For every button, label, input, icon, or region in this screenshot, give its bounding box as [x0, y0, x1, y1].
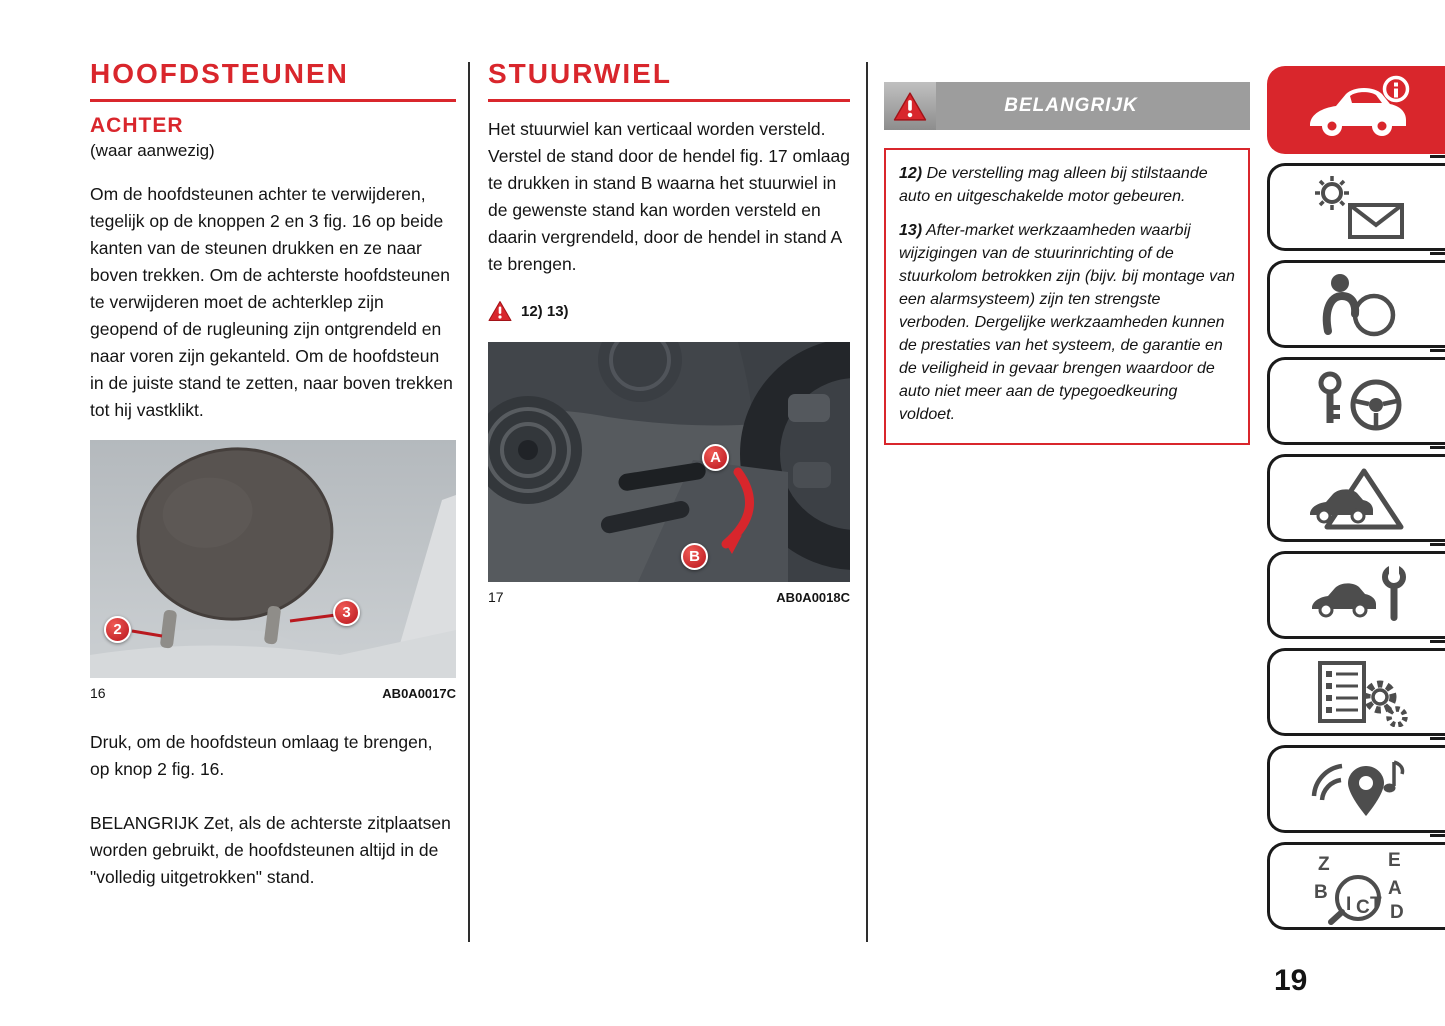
paragraph: BELANGRIJK Zet, als de achterste zitplaatsen worden gebruikt, de hoofdsteunen altijd in de "volledig uitgetrokken" stand. [90, 813, 451, 887]
warning-note-numbers: 12) 13) [521, 302, 569, 320]
note-number: 13) [899, 222, 923, 239]
warning-triangle-icon [488, 300, 512, 322]
figure-number: 16 [90, 685, 106, 701]
important-notes-box [884, 148, 1250, 445]
section-tab-sidebar [1267, 66, 1445, 946]
figure-callout-3: 3 [333, 599, 360, 626]
figure-16-caption [90, 685, 456, 701]
important-column [884, 82, 1250, 445]
important-header-title: BELANGRIJK [1004, 95, 1138, 116]
page-edge-tick [1430, 349, 1445, 352]
sidebar-tab-vehicle-info[interactable] [1267, 66, 1445, 154]
svg-text:C: C [1355, 897, 1370, 918]
airbag-safety-icon [1310, 269, 1406, 339]
svg-text:I: I [1345, 894, 1351, 915]
svg-text:Z: Z [1317, 854, 1330, 875]
figure-code: AB0A0017C [382, 686, 456, 701]
paragraph: Om de hoofdsteunen achter te verwijderen, tegelijk op de knoppen 2 en 3 fig. 16 op beide kanten van de steunen drukken en ze naar boven trekken. Om de achterste hoofdsteunen te verwijderen moet de achterklep zijn geopend of de rugleuning zijn ontgrendeld en naar voren zijn gekanteld. Om de hoofdsteun in de juiste stand te zetten, naar boven trekken tot hij vastklikt. [90, 184, 453, 420]
svg-text:D: D [1389, 902, 1404, 923]
figure-number: 17 [488, 589, 504, 605]
note-text: After-market werkzaamheden waarbij wijzigingen van de stuurinrichting of de stuurkolom betrokken zijn (bijv. bij montage van een alarmsysteem) zijn ten strengste verboden. Dergelijke werkzaamheden kunnen de prestaties van het systeem, de garantie en de veiligheid in gevaar brengen waardoor de auto niet meer aan de typegoedkeuring voldoet. [899, 222, 1235, 423]
document-gears-icon [1308, 657, 1408, 727]
figure-callout-2: 2 [104, 616, 131, 643]
steering-column-photo [488, 342, 850, 582]
page-edge-tick [1430, 446, 1445, 449]
warning-triangle-car-icon [1308, 463, 1408, 533]
car-info-icon [1306, 74, 1410, 146]
page-edge-tick [1430, 640, 1445, 643]
page-edge-tick [1430, 737, 1445, 740]
svg-text:B: B [1313, 882, 1328, 903]
svg-text:A: A [1387, 878, 1402, 899]
navigation-audio-icon [1308, 754, 1408, 824]
figure-callout-a: A [702, 444, 729, 471]
svg-text:E: E [1387, 850, 1401, 871]
sidebar-tab-starting-driving[interactable] [1267, 357, 1445, 445]
section-title-hoofdsteunen: HOOFDSTEUNEN [90, 58, 456, 102]
page-edge-tick [1430, 834, 1445, 837]
section-title-stuurwiel: STUURWIEL [488, 58, 850, 102]
sidebar-tab-multimedia[interactable] [1267, 745, 1445, 833]
sidebar-tab-safety[interactable] [1267, 260, 1445, 348]
sidebar-tab-index[interactable] [1267, 842, 1445, 930]
sidebar-tab-technical-data[interactable] [1267, 648, 1445, 736]
figure-code: AB0A0018C [776, 590, 850, 605]
page-edge-tick [1430, 543, 1445, 546]
alphabetical-index-icon [1308, 846, 1408, 926]
figure-17-caption [488, 589, 850, 605]
lights-messages-icon [1308, 173, 1408, 241]
svg-text:T: T [1369, 894, 1382, 915]
warning-triangle-icon [893, 91, 927, 122]
car-wrench-icon [1310, 561, 1406, 629]
subsection-title-achter: ACHTER [90, 114, 184, 137]
note-number: 12) [899, 165, 923, 182]
column-divider [866, 62, 868, 942]
paragraph: Verstel de stand door de hendel fig. 17 omlaag te drukken in stand B waarna het stuurwiel in de gewenste stand kan worden versteld en daarin vergrendeld, door de hendel in stand A te brengen. [488, 146, 850, 274]
figure-16-image [90, 440, 456, 678]
warning-reference-line [488, 300, 850, 322]
middle-column [488, 58, 850, 605]
page-edge-tick [1430, 252, 1445, 255]
sidebar-tab-servicing[interactable] [1267, 551, 1445, 639]
availability-note: (waar aanwezig) [90, 141, 215, 160]
important-header [884, 82, 1250, 130]
column-divider [468, 62, 470, 942]
warning-icon-box [884, 82, 936, 130]
important-note-12 [899, 162, 1235, 208]
sidebar-tab-dashboard-lights[interactable] [1267, 163, 1445, 251]
ignition-steering-icon [1310, 367, 1406, 435]
figure-callout-b: B [681, 543, 708, 570]
left-column [90, 58, 456, 891]
sidebar-tab-emergency[interactable] [1267, 454, 1445, 542]
paragraph: Het stuurwiel kan verticaal worden versteld. [488, 119, 826, 139]
page-number: 19 [1274, 964, 1308, 997]
page-edge-tick [1430, 155, 1445, 158]
important-note-13 [899, 219, 1235, 426]
note-text: De verstelling mag alleen bij stilstaande auto en uitgeschakelde motor gebeuren. [899, 165, 1208, 205]
paragraph: Druk, om de hoofdsteun omlaag te brengen, op knop 2 fig. 16. [90, 732, 433, 779]
figure-17-image [488, 342, 850, 582]
headrest-photo [90, 440, 456, 678]
